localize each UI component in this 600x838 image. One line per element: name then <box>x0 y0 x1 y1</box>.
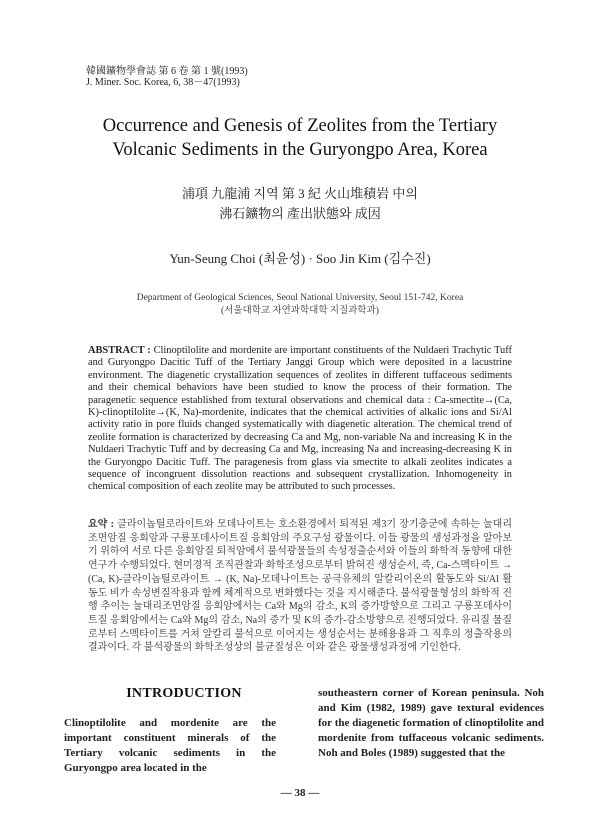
body-column-left <box>64 716 276 776</box>
paper-title-line-1: Occurrence and Genesis of Zeolites from the Tertiary <box>102 116 498 136</box>
journal-citation <box>86 66 248 88</box>
author-list: Yun-Seung Choi (최윤성) · Soo Jin Kim (김수진) <box>169 251 431 266</box>
korean-summary <box>88 518 512 655</box>
affiliation-korean: (서울대학교 자연과학대학 지질과학과) <box>221 306 379 316</box>
korean-summary-text: 클라이놉틸로라이트와 모데나이트는 호소환경에서 퇴적된 제3기 장기층군에 속하는 눌대리조면암질 응회암과 구룡포데사이트질 응회암의 주요구성 광물이다. 이들 광물의 생성과정을 알아보기 위하여 서로 다른 응회암질 퇴적암에서 불석광물들의 속성정출순서와 이들의 화학적 동향에 대한 연구가 수행되었다. 현미경적 조직관찰과 화학조성으로부터 밝혀진 생성순서, 즉, Ca-스멕타이트 → (Ca, K)-클라이놉틸로라이트 → (K, Na)-모데나이트는 공극유체의 알칼리이온의 활동도와 Si/Al 활동도 비가 속성변질작용과 함께 체계적으로 변화했다는 것을 지시해준다. 불석광물형성의 화학적 진행 추이는 눌대리조면암질 응회암에서는 Ca와 Mg의 감소, K의 증가방향으로 그리고 구룡포데사이트질 응회암에서는 Ca와 Mg의 감소, Na의 증가 및 K의 증가-감소방향으로 진행되었다. 유리질 물질로부터 스멕타이트를 거쳐 알칼리 불석으로 이어지는 생성순서는 분해용융과 그 직후의 정출작용의 결과이다. 각 불석광물의 화학조성상의 불균질성은 이와 같은 광물생성과정에 기인한다. <box>88 519 512 654</box>
korean-summary-label: 요약 : <box>88 519 114 530</box>
body-column-right <box>318 686 544 761</box>
section-heading-introduction: INTRODUCTION <box>126 686 242 701</box>
abstract-label: ABSTRACT : <box>88 345 151 356</box>
abstract-text: Clinoptilolite and mordenite are important constituents of the Nuldaeri Trachytic Tuff and Guryongpo Dacitic Tuff of the Tertiary Janggi Group which were deposited in a lacustrine environment. The diagenetic crystallization sequences of zeolites in different tuffaceous sediments and their chemical behaviors have been studied to know the process of their formation. The paragenetic sequence established from textural observations and chemical data : Ca-smectite→(Ca, K)-clinoptilolite→(K, Na)-mordenite, indicates that the chemical activities of alkalic ions and Si/Al activity ratio in pore fluids changed systematically with diagenetic alteration. The chemical trend of zeolite formation is characterized by decreasing Ca and Mg, non-variable Na and increasing K in the Nuldaeri Trachytic Tuff and by decreasing Ca and Mg, increasing Na and increasing-decreasing K in the Guryongpo Dacitic Tuff. The paragenesis from glass via smectite to alkali zeolites indicates a sequence of incongruent dissolution reactions and subsequent crystallization. Inhomogeneity in chemical composition of each zeolite may be attributed to such processes. <box>88 345 512 493</box>
paper-title-korean-line-1: 浦項 九龍浦 지역 第 3 紀 火山堆積岩 中의 <box>182 186 418 201</box>
intro-paragraph-left: Clinoptilolite and mordenite are the important constituent minerals of the Tertiary volcanic sediments in the Guryongpo area located in the <box>64 717 276 774</box>
affiliation-english: Department of Geological Sciences, Seoul National University, Seoul 151-742, Korea <box>136 293 464 303</box>
abstract <box>88 345 512 494</box>
page-number: — 38 — <box>280 787 320 799</box>
paper-title-line-2: Volcanic Sediments in the Guryongpo Area, Korea <box>112 140 488 160</box>
paper-title-korean-line-2: 沸石鑛物의 產出狀態와 成因 <box>219 206 381 221</box>
journal-citation-english: J. Miner. Soc. Korea, 6, 38－47(1993) <box>86 77 240 88</box>
journal-citation-korean: 韓國鑛物學會誌 第 6 卷 第 1 號(1993) <box>86 66 248 77</box>
paper-title-korean <box>40 184 560 224</box>
affiliation <box>40 292 560 318</box>
intro-paragraph-right: southeastern corner of Korean peninsula. Noh and Kim (1982, 1989) gave textural evidences for the diagenetic formation of clinoptilolite and mordenite from tuffaceous volcanic sediments. Noh and Boles (1989) suggested that the <box>318 687 544 759</box>
paper-title <box>40 114 560 162</box>
